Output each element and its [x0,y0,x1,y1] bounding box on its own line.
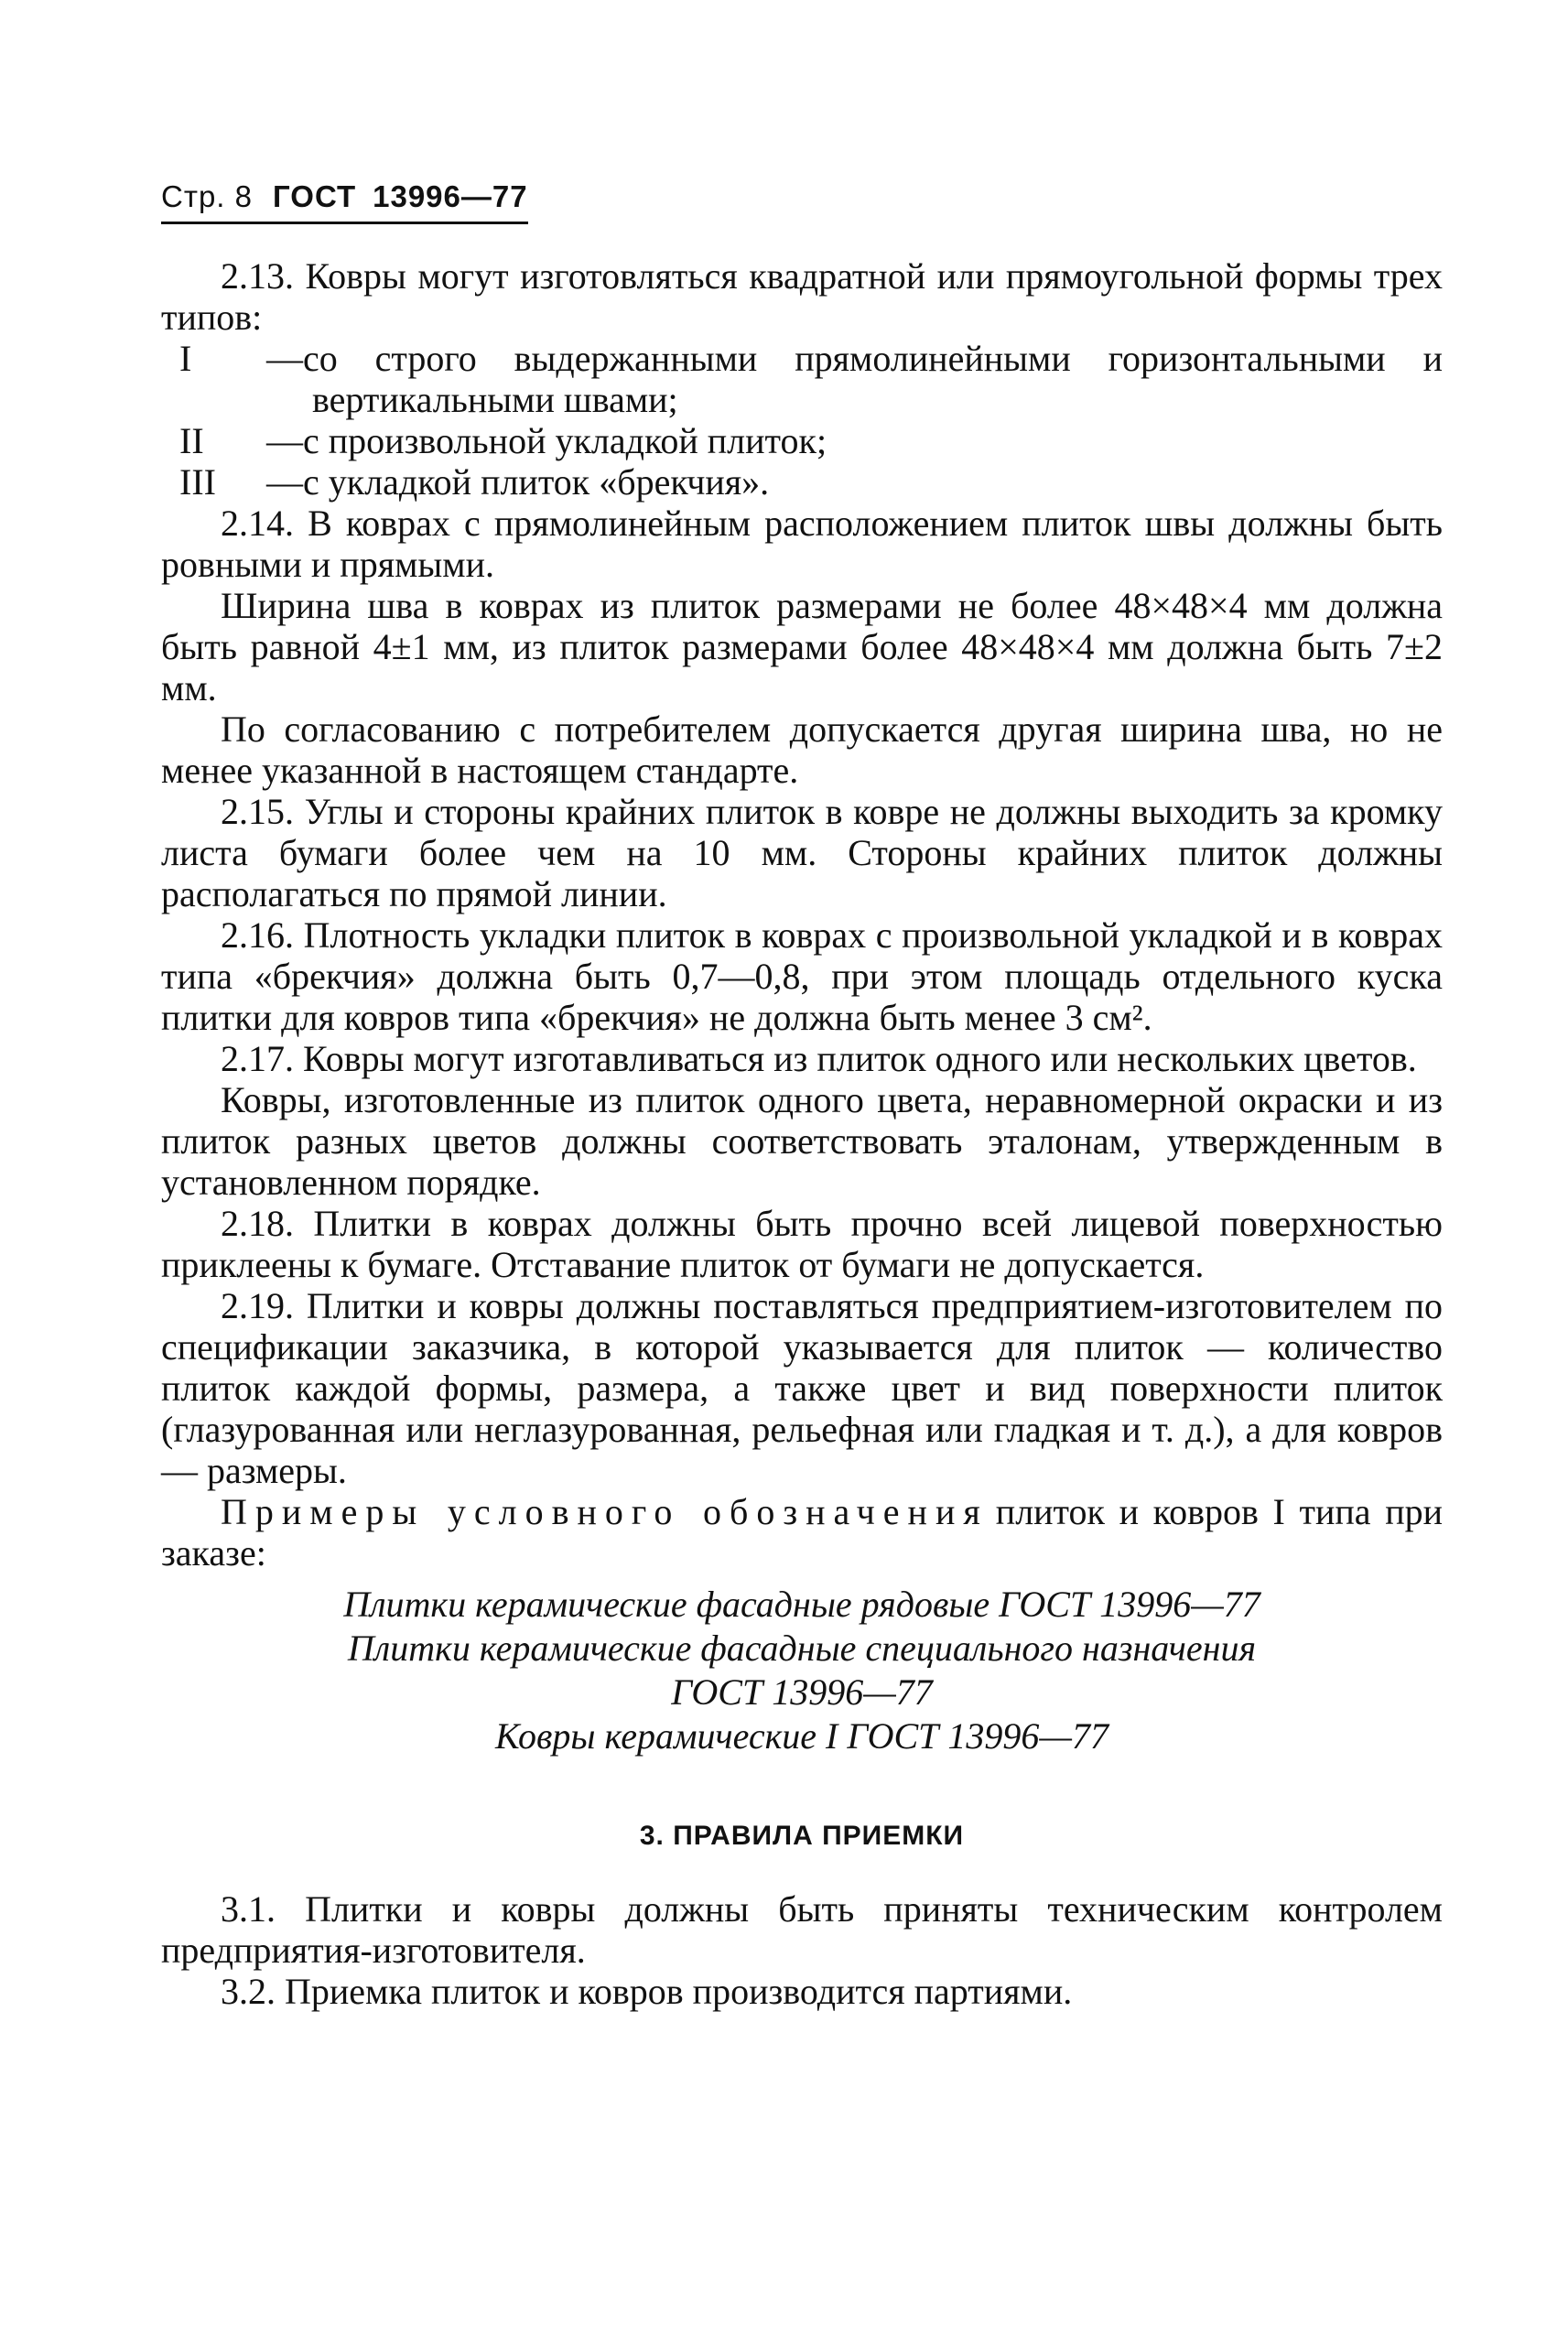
list-item [161,338,1443,420]
type-number: I [179,338,192,379]
seam-width-paragraph: Ширина шва в коврах из плиток размерами не более 48×48×4 мм должна быть равной 4±1 мм, из плиток размерами более 48×48×4 мм должна быть 7±2 мм. [161,585,1443,708]
clause-2-19: 2.19. Плитки и ковры должны поставляться предприятием-изготовителем по спецификации заказчика, в которой указывается для плиток — количество плиток каждой формы, размера, а также цвет и вид поверхности плиток (глазурованная или неглазурованная, рельефная или гладкая и т. д.), а для ковров — размеры. [161,1285,1443,1491]
example-line: Плитки керамические фасадные специального назначения [347,1628,1257,1669]
examples-intro [161,1491,1443,1573]
list-item [161,420,1443,461]
type-description: —со строго выдержанными прямолинейными горизонтальными и вертикальными швами; [266,338,1443,420]
page-number: Стр. 8 [161,179,253,213]
example-line: Ковры керамические I ГОСТ 13996—77 [495,1715,1108,1757]
clause-2-15: 2.15. Углы и стороны крайних плиток в ковре не должны выходить за кромку листа бумаги более чем на 10 мм. Стороны крайних плиток должны располагаться по прямой линии. [161,791,1443,914]
type-description: —с укладкой плиток «брекчия». [266,461,770,503]
type-number: III [179,461,216,503]
clause-2-14: 2.14. В коврах с прямолинейным расположением плиток швы должны быть ровными и прямыми. [161,503,1443,585]
section-3-body [161,1888,1443,2012]
type-number: II [179,420,204,461]
section-3-title: 3. ПРАВИЛА ПРИЕМКИ [639,1821,965,1851]
example-line: ГОСТ 13996—77 [671,1671,933,1713]
standard-number: 13996—77 [373,179,528,213]
type-description: —с произвольной укладкой плиток; [266,420,827,461]
page-header [161,179,528,224]
standard-label: ГОСТ [273,179,357,213]
section-2-body [161,255,1443,1573]
examples-intro-spaced: Примеры условного обозначения [221,1491,989,1532]
clause-2-18: 2.18. Плитки в коврах должны быть прочно всей лицевой поверхностью приклеены к бумаге. Отставание плиток от бумаги не допускается. [161,1203,1443,1285]
agreement-paragraph: По согласованию с потребителем допускается другая ширина шва, но не менее указанной в настоящем стандарте. [161,708,1443,791]
clause-2-13: 2.13. Ковры могут изготовляться квадратной или прямоугольной формы трех типов: [161,255,1443,338]
list-item [161,461,1443,503]
examples-intro-rest: плиток и ковров I типа при заказе: [161,1491,1444,1573]
clause-3-2: 3.2. Приемка плиток и ковров производится партиями. [221,1971,1073,2012]
example-line: Плитки керамические фасадные рядовые ГОСТ 13996—77 [343,1584,1260,1625]
carpet-types-list [161,338,1443,503]
colors-paragraph: Ковры, изготовленные из плиток одного цвета, неравномерной окраски и из плиток разных цветов должны соответствовать эталонам, утвержденным в установленном порядке. [161,1079,1443,1203]
clause-3-1: 3.1. Плитки и ковры должны быть приняты техническим контролем предприятия-изготовителя. [161,1888,1443,1971]
clause-2-17: 2.17. Ковры могут изготавливаться из плиток одного или нескольких цветов. [221,1038,1417,1079]
designation-examples [161,1583,1443,1758]
document-page [161,179,1443,2012]
clause-2-16: 2.16. Плотность укладки плиток в коврах с произвольной укладкой и в коврах типа «брекчия» должна быть 0,7—0,8, при этом площадь отдельного куска плитки для ковров типа «брекчия» не должна быть менее 3 см². [161,914,1443,1038]
